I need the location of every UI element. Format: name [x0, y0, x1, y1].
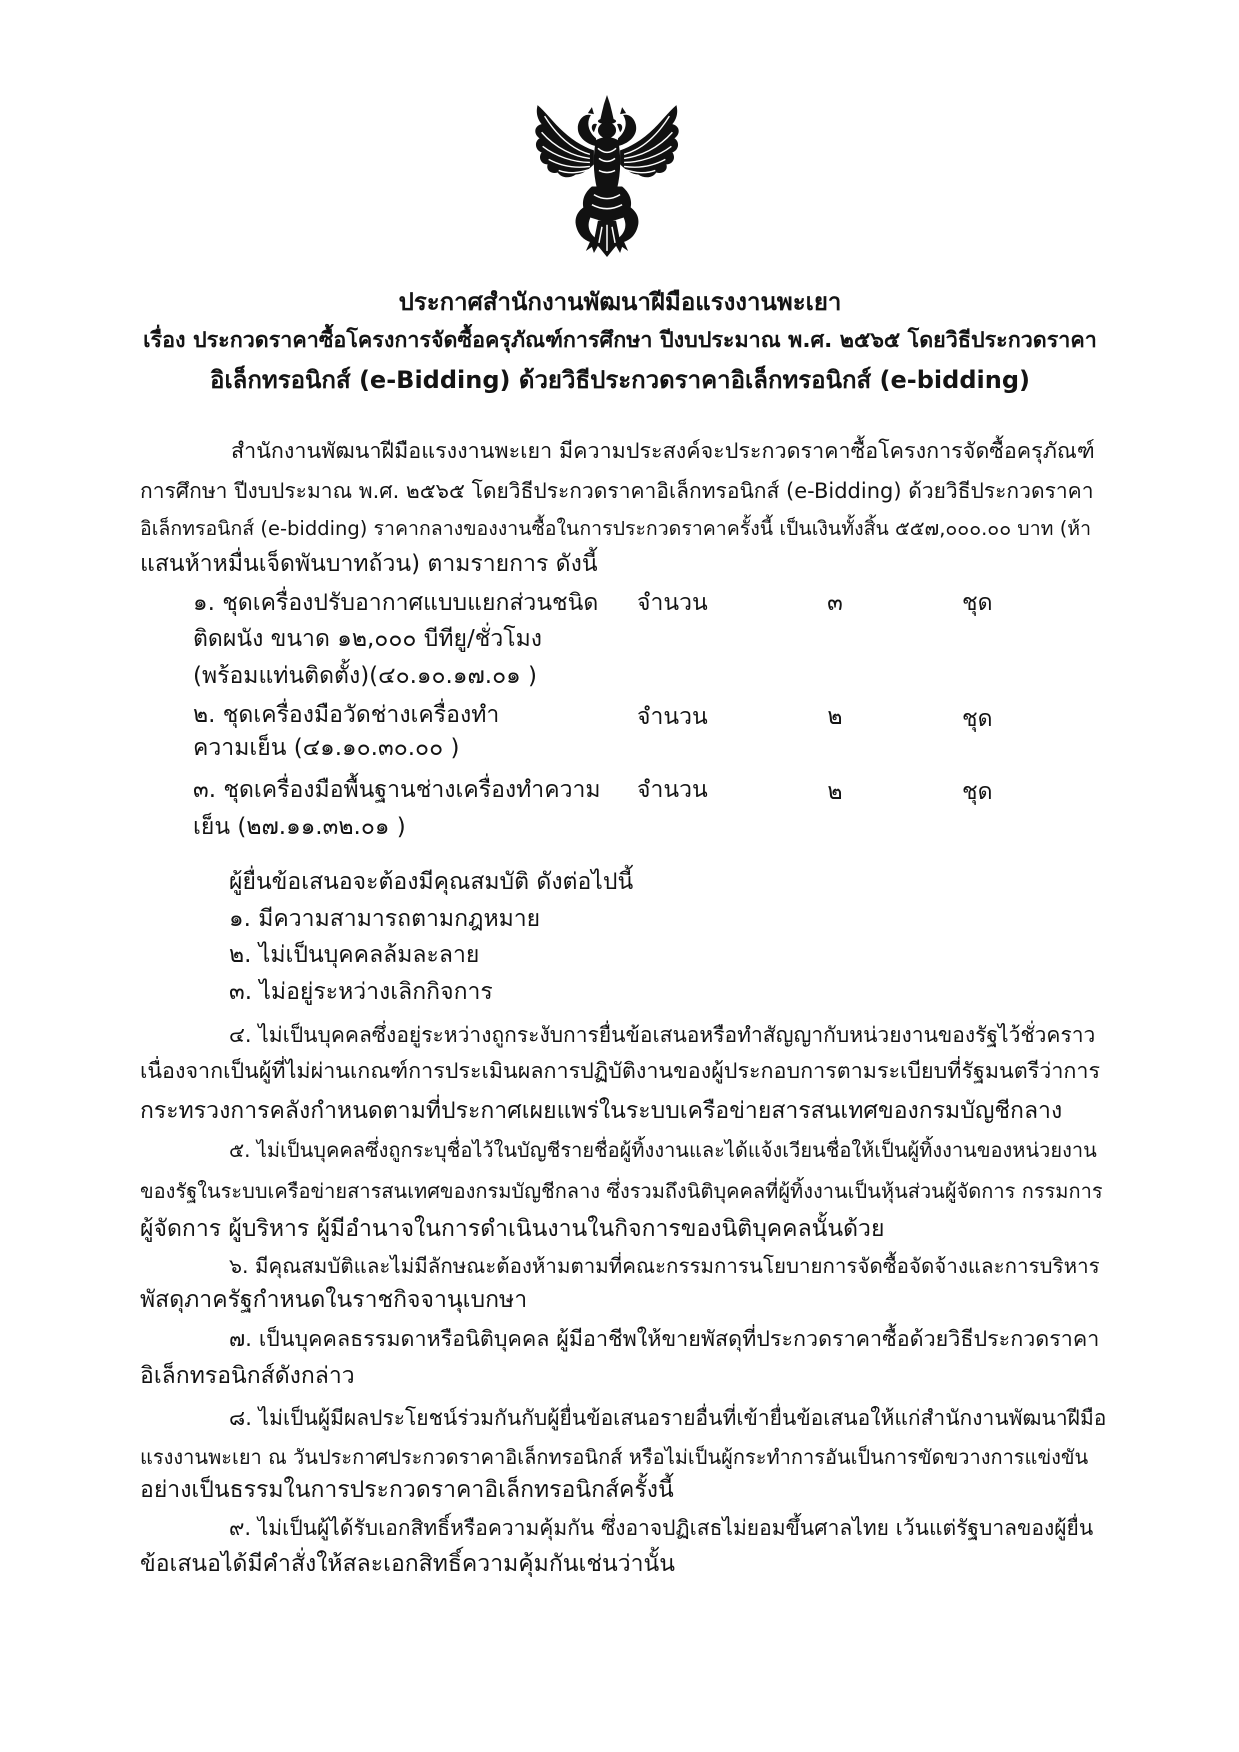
qualification-clause-line: ข้อเสนอได้มีคำสั่งให้สละเอกสิทธิ์ความคุ้มกันเช่นว่านั้น	[140, 1551, 675, 1577]
item-description: ๒. ชุดเครื่องมือวัดช่างเครื่องทำ	[193, 702, 500, 728]
qualification-clause-line: พัสดุภาครัฐกำหนดในราชกิจจานุเบกษา	[140, 1287, 528, 1313]
intro-line: การศึกษา ปีงบประมาณ พ.ศ. ๒๕๖๕ โดยวิธีประกวดราคาอิเล็กทรอนิกส์ (e-Bidding) ด้วยวิธีประกวดราคา	[140, 479, 1094, 503]
item-description: ๓. ชุดเครื่องมือพื้นฐานช่างเครื่องทำความ	[193, 777, 601, 803]
subject-line: อิเล็กทรอนิกส์ (e-Bidding) ด้วยวิธีประกวดราคาอิเล็กทรอนิกส์ (e-bidding)	[210, 366, 1030, 394]
item-unit: ชุด	[962, 779, 993, 805]
qualification-clause-line: อิเล็กทรอนิกส์ดังกล่าว	[140, 1363, 355, 1389]
item-quantity: ๒	[827, 779, 843, 805]
qualification-clause: ๙. ไม่เป็นผู้ได้รับเอกสิทธิ์หรือความคุ้มกัน ซึ่งอาจปฏิเสธไม่ยอมขึ้นศาลไทย เว้นแต่รัฐบาลของผู้ยื่น	[229, 1516, 1094, 1540]
item-unit: ชุด	[962, 590, 993, 616]
item-description: ติดผนัง ขนาด ๑๒,๐๐๐ บีทียู/ชั่วโมง	[193, 626, 542, 652]
item-description: (พร้อมแท่นติดตั้ง)(๔๐.๑๐.๑๗.๐๑ )	[193, 663, 537, 689]
item-quantity: ๓	[827, 590, 843, 616]
qualification-clause: ๒. ไม่เป็นบุคคลล้มละลาย	[229, 942, 480, 968]
item-description: ๑. ชุดเครื่องปรับอากาศแบบแยกส่วนชนิด	[193, 590, 599, 616]
qualification-clause-line: ผู้จัดการ ผู้บริหาร ผู้มีอำนาจในการดำเนินงานในกิจการของนิติบุคคลนั้นด้วย	[140, 1216, 885, 1242]
item-quantity-label: จำนวน	[637, 590, 708, 616]
item-description: เย็น (๒๗.๑๑.๓๒.๐๑ )	[193, 814, 406, 840]
item-quantity-label: จำนวน	[637, 704, 708, 730]
item-unit: ชุด	[962, 706, 993, 732]
intro-line: แสนห้าหมื่นเจ็ดพันบาทถ้วน) ตามรายการ ดังนี้	[140, 551, 598, 577]
qualification-clause-line: อย่างเป็นธรรมในการประกวดราคาอิเล็กทรอนิกส์ครั้งนี้	[140, 1477, 674, 1503]
qualification-clause: ๖. มีคุณสมบัติและไม่มีลักษณะต้องห้ามตามที่คณะกรรมการนโยบายการจัดซื้อจัดจ้างและการบริหาร	[229, 1254, 1100, 1278]
qualification-clause-line: เนื่องจากเป็นผู้ที่ไม่ผ่านเกณฑ์การประเมินผลการปฏิบัติงานของผู้ประกอบการตามระเบียบที่รัฐมนตรีว่าการ	[140, 1059, 1101, 1084]
qualification-clause-line: แรงงานพะเยา ณ วันประกาศประกวดราคาอิเล็กทรอนิกส์ หรือไม่เป็นผู้กระทำการอันเป็นการขัดขวางการแข่งขัน	[140, 1445, 1089, 1469]
garuda-emblem	[531, 94, 683, 260]
qualifications-heading: ผู้ยื่นข้อเสนอจะต้องมีคุณสมบัติ ดังต่อไปนี้	[229, 869, 634, 895]
intro-line: อิเล็กทรอนิกส์ (e-bidding) ราคากลางของงานซื้อในการประกวดราคาครั้งนี้ เป็นเงินทั้งสิ้น ๕๕๗,๐๐๐.๐๐ บาท (ห้า	[140, 517, 1092, 540]
qualification-clause-line: กระทรวงการคลังกำหนดตามที่ประกาศเผยแพร่ในระบบเครือข่ายสารสนเทศของกรมบัญชีกลาง	[140, 1098, 1063, 1124]
item-quantity: ๒	[827, 704, 843, 730]
announcement-title: ประกาศสำนักงานพัฒนาฝีมือแรงงานพะเยา	[398, 288, 842, 316]
qualification-clause: ๑. มีความสามารถตามกฎหมาย	[229, 906, 541, 932]
item-description: ความเย็น (๔๑.๑๐.๓๐.๐๐ )	[193, 735, 460, 761]
qualification-clause-line: ของรัฐในระบบเครือข่ายสารสนเทศของกรมบัญชีกลาง ซึ่งรวมถึงนิติบุคคลที่ผู้ทิ้งงานเป็นหุ้นส่วนผู้จัดการ กรรมการ	[140, 1179, 1103, 1203]
qualification-clause: ๔. ไม่เป็นบุคคลซึ่งอยู่ระหว่างถูกระงับการยื่นข้อเสนอหรือทำสัญญากับหน่วยงานของรัฐไว้ชั่วคราว	[229, 1023, 1096, 1047]
intro-line: สำนักงานพัฒนาฝีมือแรงงานพะเยา มีความประสงค์จะประกวดราคาซื้อโครงการจัดซื้อครุภัณฑ์	[231, 439, 1095, 464]
subject-line: เรื่อง ประกวดราคาซื้อโครงการจัดซื้อครุภัณฑ์การศึกษา ปีงบประมาณ พ.ศ. ๒๕๖๕ โดยวิธีประกวดราคา	[143, 328, 1097, 353]
qualification-clause: ๗. เป็นบุคคลธรรมดาหรือนิติบุคคล ผู้มีอาชีพให้ขายพัสดุที่ประกวดราคาซื้อด้วยวิธีประกวดราคา	[229, 1327, 1100, 1352]
qualification-clause: ๓. ไม่อยู่ระหว่างเลิกกิจการ	[229, 979, 493, 1005]
qualification-clause: ๘. ไม่เป็นผู้มีผลประโยชน์ร่วมกันกับผู้ยื่นข้อเสนอรายอื่นที่เข้ายื่นข้อเสนอให้แก่สำนักงานพัฒนาฝีมือ	[229, 1406, 1107, 1430]
qualification-clause: ๕. ไม่เป็นบุคคลซึ่งถูกระบุชื่อไว้ในบัญชีรายชื่อผู้ทิ้งงานและได้แจ้งเวียนชื่อให้เป็นผู้ทิ้งงานของหน่วยงาน	[229, 1138, 1097, 1162]
item-quantity-label: จำนวน	[637, 777, 708, 803]
